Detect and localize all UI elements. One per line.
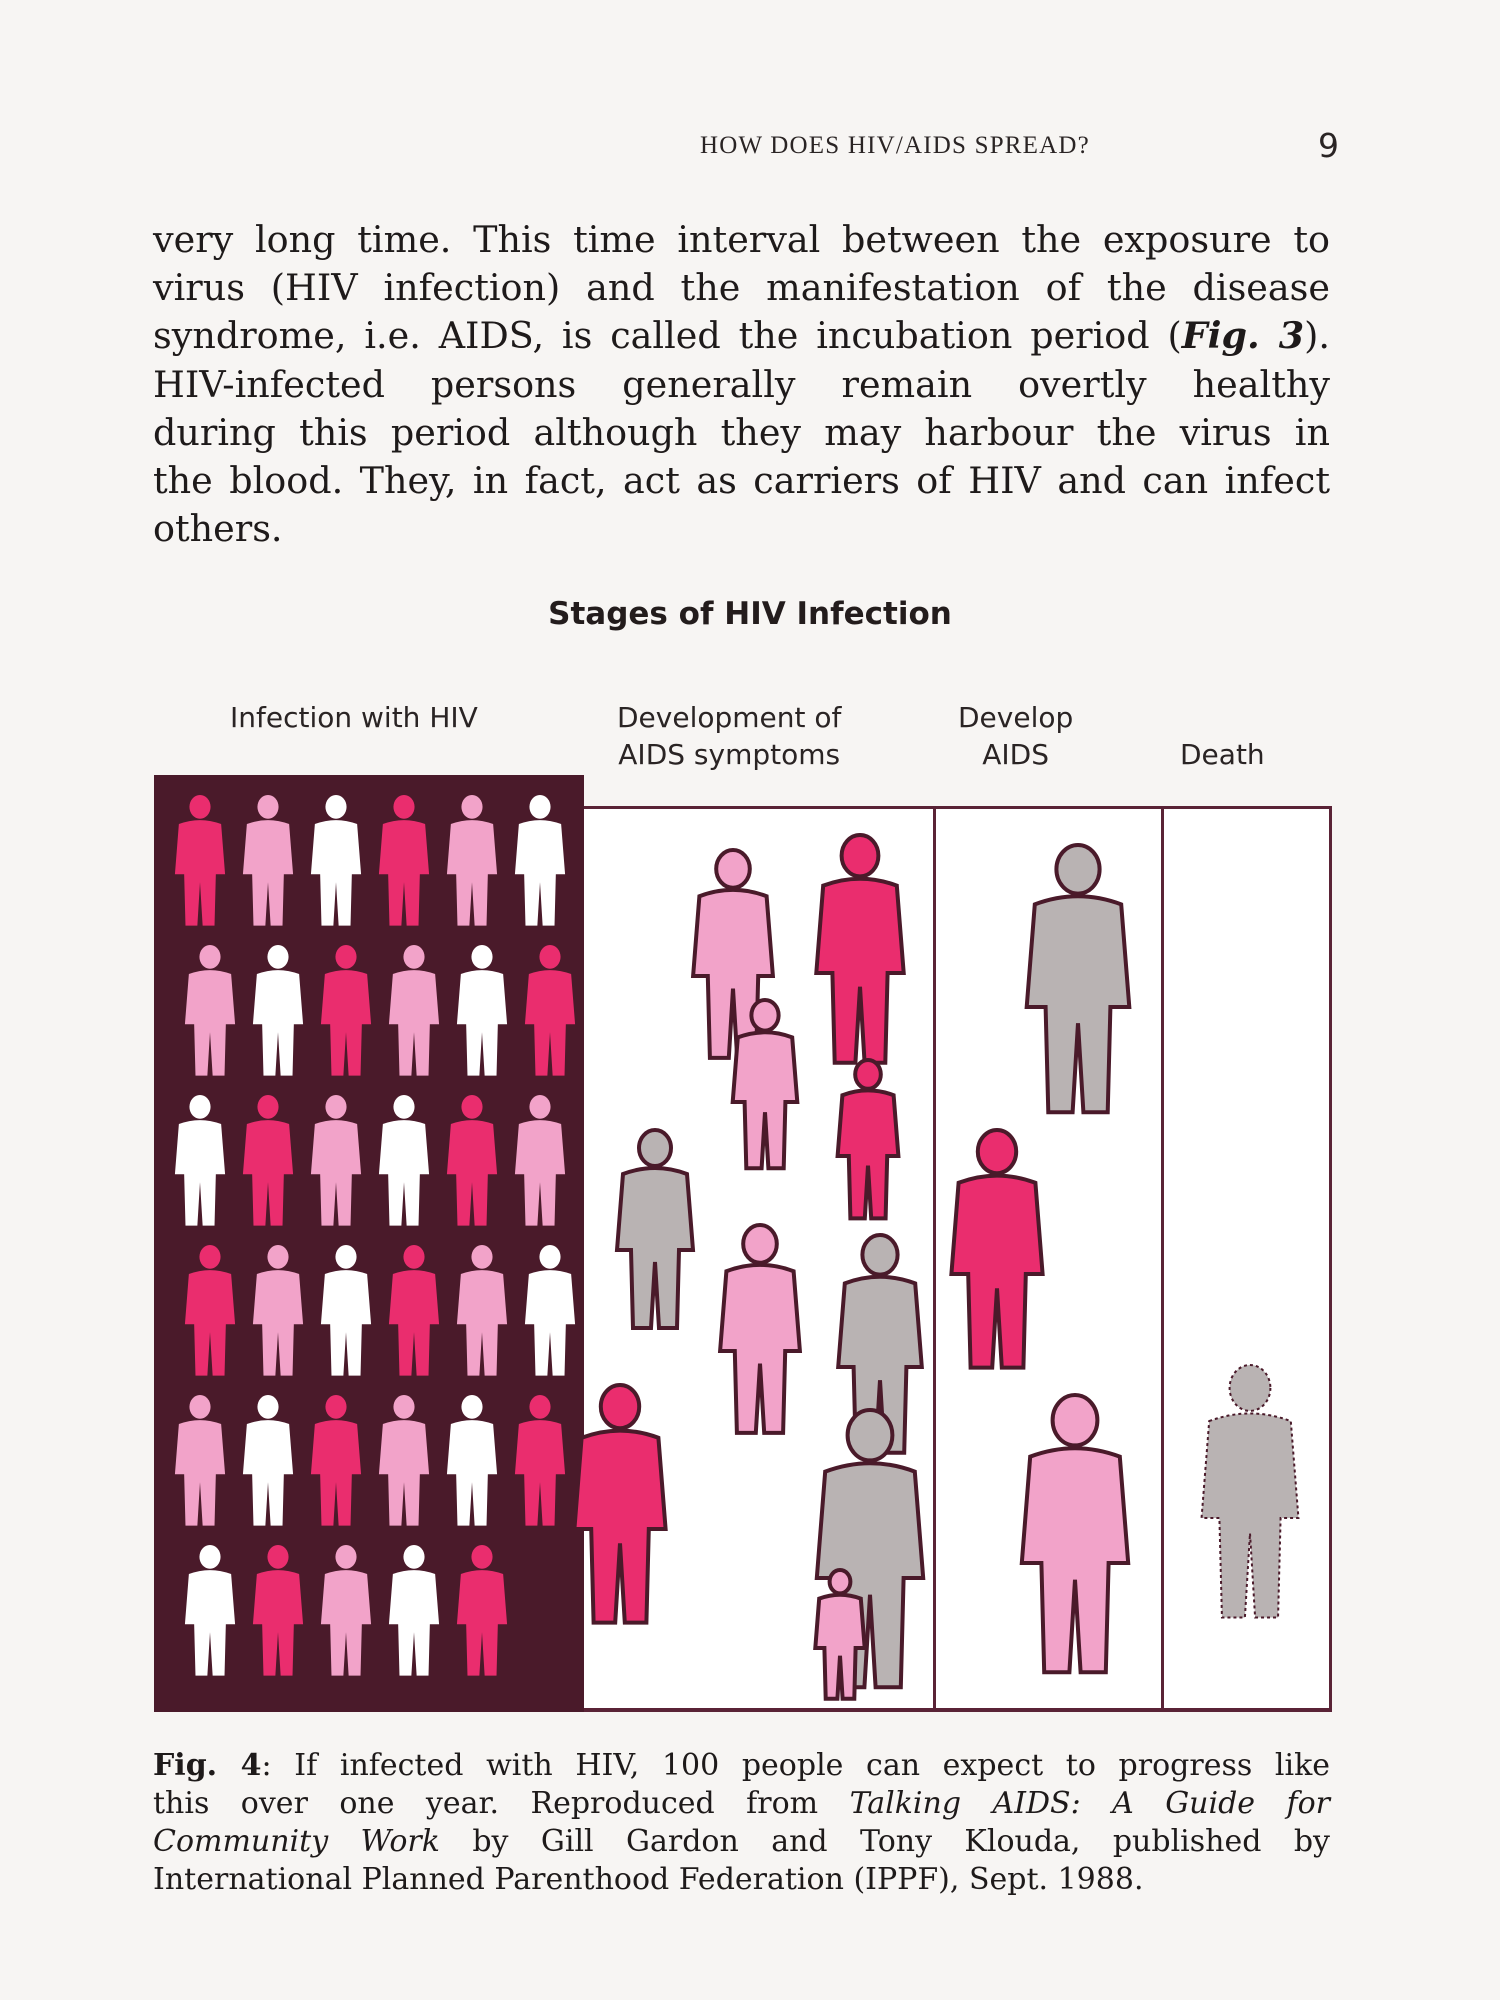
body-line: the blood. They, in fact, act as carriers of HIV and can infect	[153, 459, 1330, 503]
book-title: Community Work	[153, 1824, 440, 1859]
person-icon	[379, 795, 429, 926]
person-icon	[311, 795, 361, 926]
person-icon	[243, 795, 293, 926]
person-icon	[447, 1095, 497, 1226]
caption-line	[153, 1785, 1330, 1823]
person-icon	[447, 795, 497, 926]
caption-text: : If infected with HIV, 100 people can expect to progress like	[261, 1748, 1330, 1783]
body-line: very long time. This time interval between the exposure to	[153, 218, 1330, 261]
person-icon	[515, 1395, 565, 1526]
person-icon	[457, 945, 507, 1076]
person-icon	[243, 1395, 293, 1526]
caption-text: this over one year. Reproduced from	[153, 1786, 850, 1821]
person-icon	[447, 1395, 497, 1526]
caption-line	[153, 1823, 1330, 1861]
stage-label-death: Death	[1180, 738, 1265, 771]
person-icon	[515, 1095, 565, 1226]
stage-label-line: AIDS symptoms	[618, 738, 841, 771]
person-icon	[185, 945, 235, 1076]
caption-label: Fig. 4	[153, 1748, 262, 1783]
page-number: 9	[1318, 126, 1339, 165]
person-icon	[243, 1095, 293, 1226]
person-icon	[185, 1245, 235, 1376]
caption-line: International Planned Parenthood Federation (IPPF), Sept. 1988.	[153, 1862, 1144, 1897]
person-icon	[321, 1545, 371, 1676]
person-icon	[175, 795, 225, 926]
caption-text: by Gill Gardon and Tony Klouda, published by	[439, 1824, 1330, 1859]
stage-label-line: Development of	[617, 701, 842, 734]
person-icon	[389, 1245, 439, 1376]
body-line: others.	[153, 507, 283, 551]
person-icon	[1027, 845, 1130, 1112]
person-icon	[838, 1060, 899, 1218]
person-icon	[321, 945, 371, 1076]
person-icon	[185, 1545, 235, 1676]
person-icon	[253, 945, 303, 1076]
person-icon	[720, 1225, 800, 1433]
person-icon	[951, 1130, 1042, 1368]
person-icon	[379, 1395, 429, 1526]
running-head: HOW DOES HIV/AIDS SPREAD?	[700, 132, 1090, 159]
person-icon	[617, 1130, 693, 1328]
person-icon	[175, 1095, 225, 1226]
body-line-text: syndrome, i.e. AIDS, is called the incubation period (	[153, 314, 1182, 358]
body-line-text: ).	[1304, 314, 1330, 358]
person-icon	[311, 1395, 361, 1526]
figure-reference: Fig. 3	[1181, 314, 1305, 358]
person-icon	[253, 1545, 303, 1676]
person-icon	[379, 1095, 429, 1226]
person-icon	[389, 1545, 439, 1676]
person-icon	[457, 1245, 507, 1376]
caption-line	[153, 1747, 1330, 1785]
book-title: Talking AIDS: A Guide for	[849, 1786, 1330, 1821]
person-icon	[311, 1095, 361, 1226]
person-icon	[816, 835, 903, 1063]
person-icon	[1202, 1365, 1299, 1617]
stage-label-line: Develop	[958, 701, 1074, 734]
figure-caption	[153, 1747, 1330, 1899]
person-icon	[574, 1385, 665, 1623]
person-icon	[389, 945, 439, 1076]
person-icon	[175, 1395, 225, 1526]
figure-title: Stages of HIV Infection	[548, 596, 952, 632]
person-icon	[525, 1245, 575, 1376]
person-icon	[253, 1245, 303, 1376]
person-icon	[321, 1245, 371, 1376]
body-line: virus (HIV infection) and the manifestation of the disease	[153, 266, 1330, 310]
person-icon	[457, 1545, 507, 1676]
body-line: during this period although they may harbour the virus in	[153, 410, 1330, 454]
person-icon	[515, 795, 565, 926]
person-icon	[525, 945, 575, 1076]
body-line: HIV-infected persons generally remain overtly healthy	[153, 362, 1330, 406]
person-icon	[1022, 1395, 1128, 1672]
stage-label-infection: Infection with HIV	[230, 701, 478, 734]
stage-label-line: AIDS	[982, 738, 1050, 771]
